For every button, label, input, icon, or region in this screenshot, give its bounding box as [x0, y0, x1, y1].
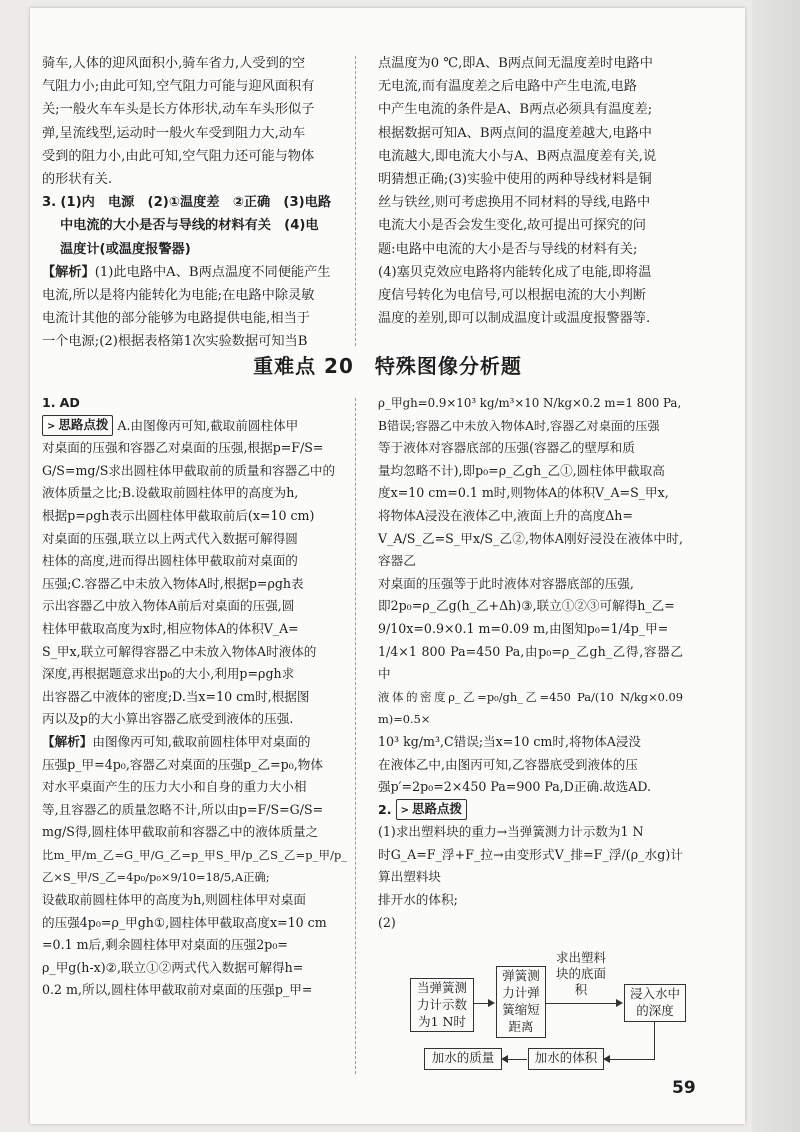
- text-line: 电流,所以是将内能转化为电能;在电路中除灵敏: [42, 288, 315, 304]
- answer-text: 中电流的大小是否与导线的材料有关 (4)电: [60, 218, 319, 234]
- flow-arrow: [473, 1003, 489, 1004]
- text-line: ρ_甲g(h-x)②,联立①②两式代入数据可解得h=: [42, 959, 304, 975]
- text-line: 压强;C.容器乙中未放入物体A时,根据p=ρgh表: [42, 575, 304, 591]
- text-line: 弹,呈流线型,运动时一般火车受到阻力大,动车: [42, 125, 306, 141]
- text-line: 0.2 m,所以,圆柱体甲截取前对桌面的压强p_甲=: [42, 982, 313, 998]
- flow-arrow: [508, 1059, 527, 1060]
- text-line: V_A/S_乙=S_甲x/S_乙②,物体A刚好浸没在液体中时,容器乙: [378, 530, 683, 569]
- text-line: 的压强4p₀=ρ_甲gh①,圆柱体甲截取高度x=10 cm: [42, 914, 327, 930]
- text-line: 柱体的高度,进而得出圆柱体甲截取前对桌面的: [42, 553, 298, 569]
- text-line: 示出容器乙中放入物体A前后对桌面的压强,圆: [42, 598, 295, 614]
- top-left-column: [42, 52, 347, 354]
- text-line: 压强p_甲=4p₀,容器乙对桌面的压强p_乙=p₀,物体: [42, 756, 323, 772]
- text-line: 液体质量之比;B.设截取前圆柱体甲的高度为h,: [42, 485, 299, 501]
- column-divider: [355, 56, 356, 346]
- arrow-head-icon: [501, 1055, 508, 1063]
- text-line: 电流大小是否会发生变化,故可提出可探究的问: [378, 218, 646, 234]
- chevron-right-icon: >: [400, 804, 409, 816]
- answer-text: AD: [59, 395, 80, 410]
- arrow-head-icon: [488, 999, 495, 1007]
- arrow-head-icon: [616, 999, 623, 1007]
- text-line: 1/4×1 800 Pa=450 Pa,由p₀=ρ_乙gh_乙得,容器乙中: [378, 643, 683, 682]
- analysis-label: 【解析】: [42, 733, 93, 749]
- text-line: 出容器乙中液体的密度;D.当x=10 cm时,根据图: [42, 688, 310, 704]
- text-line: B错误;容器乙中未放入物体A时,容器乙对桌面的压强: [378, 418, 660, 433]
- analysis-text: 由图像丙可知,截取前圆柱体甲对桌面的: [92, 733, 311, 749]
- analysis-label: 【解析】: [42, 264, 95, 280]
- flow-box-spring-shorten: 弹簧测力计弹簧缩短距离: [496, 966, 546, 1038]
- text-line: 气阻力小;由此可知,空气阻力可能与迎风面积有: [42, 79, 315, 95]
- text-line: 电流计其他的部分能够为电路提供电能,相当于: [42, 311, 310, 327]
- text-line: 时G_A=F_浮+F_拉→由变形式V_排=F_浮/(ρ_水g)计算出塑料块: [378, 846, 683, 885]
- text-line: 根据p=ρgh表示出圆柱体甲截取前后(x=10 cm): [42, 507, 315, 523]
- flow-diagram: [410, 950, 700, 1073]
- text-line: 对桌面的压强,联立以上两式代入数据可解得圆: [42, 530, 298, 546]
- text-line: 等于液体对容器底部的压强(容器乙的壁厚和质: [378, 440, 635, 456]
- bottom-left-column: [42, 392, 347, 1002]
- text-line: (4)塞贝克效应电路将内能转化成了电能,即将温: [378, 264, 652, 280]
- flow-box-spring-reading: 当弹簧测力计示数为1 N时: [410, 978, 474, 1032]
- text-line: 设截取前圆柱体甲的高度为h,则圆柱体甲对桌面: [42, 892, 306, 908]
- text-line: 即2p₀=ρ_乙g(h_乙+Δh)③,联立①②③可解得h_乙=: [378, 598, 675, 614]
- hint-text: A.由图像丙可知,截取前圆柱体甲: [117, 417, 299, 433]
- text-line: 对桌面的压强等于此时液体对容器底部的压强,: [378, 575, 634, 591]
- text-line: 丝与铁丝,则可考虑换用不同材料的导线,电路中: [378, 195, 651, 211]
- section-title: 重难点 20 特殊图像分析题: [253, 354, 522, 378]
- text-line: 受到的阻力小,由此可知,空气阻力还可能与物体: [42, 148, 315, 164]
- page-number: 59: [672, 1078, 696, 1098]
- text-line: 柱体甲截取高度为x时,相应物体A的体积V_A=: [42, 620, 299, 636]
- hint-tag: [42, 415, 113, 436]
- text-line: S_甲x,联立可解得容器乙中未放入物体A时液体的: [42, 643, 317, 659]
- column-divider: [355, 398, 356, 1074]
- text-line: 点温度为0 ℃,即A、B两点间无温度差时电路中: [378, 56, 653, 71]
- q2-header: [378, 799, 683, 822]
- hint-tag-label: 思路点拨: [58, 416, 109, 432]
- arrow-head-icon: [603, 1055, 610, 1063]
- flow-box-immersion-depth: 浸入水中的深度: [624, 984, 686, 1022]
- text-line: ρ_甲gh=0.9×10³ kg/m³×10 N/kg×0.2 m=1 800 Pa,: [378, 396, 682, 410]
- text-line: 题:电路中电流的大小是否与导线的材料有关;: [378, 241, 638, 257]
- text-line: 9/10x=0.9×0.1 m=0.09 m,由图知p₀=1/4p_甲=: [378, 620, 669, 636]
- text-line: 10³ kg/m³,C错误;当x=10 cm时,将物体A浸没: [378, 733, 642, 749]
- text-line: =0.1 m后,剩余圆柱体甲对桌面的压强2p₀=: [42, 937, 288, 953]
- analysis-text: (1)此电路中A、B两点温度不同便能产生: [94, 264, 331, 280]
- text-line: 中产生电流的条件是A、B两点必须具有温度差;: [378, 102, 653, 118]
- text-line: mg/S得,圆柱体甲截取前和容器乙中的液体质量之: [42, 824, 319, 840]
- hint-tag: [396, 799, 467, 820]
- hint-line: [42, 415, 347, 438]
- text-line: 对水平桌面产生的压力大小和自身的重力大小相: [42, 779, 307, 795]
- text-line: 等,且容器乙的质量忽略不计,所以由p=F/S=G/S=: [42, 801, 324, 817]
- text-line: 液体的密度ρ_乙=p₀/gh_乙=450 Pa/(10 N/kg×0.09 m)=0.5×: [378, 689, 683, 727]
- text-line: 根据数据可知A、B两点间的温度差越大,电路中: [378, 125, 652, 141]
- text-line: 深度,再根据题意求出p₀的大小,利用p=ρgh求: [42, 666, 295, 682]
- flow-label-base-area: 求出塑料块的底面积: [556, 950, 607, 997]
- text-line: 关;一般火车车头是长方体形状,动车车头形似子: [42, 102, 315, 118]
- text-line: 在液体乙中,由图丙可知,乙容器底受到液体的压: [378, 756, 638, 772]
- q1-answer: [42, 392, 347, 415]
- text-line: 对桌面的压强和容器乙对桌面的压强,根据p=F/S=: [42, 440, 324, 456]
- text-line: (2): [378, 914, 396, 930]
- flow-arrow: [610, 1059, 655, 1060]
- answer-text: (1)内 电源 (2)①温度差 ②正确 (3)电路: [60, 195, 332, 211]
- text-line: 明猜想正确;(3)实验中使用的两种导线材料是铜: [378, 172, 652, 188]
- page-edge: [752, 0, 800, 1132]
- text-line: 比m_甲/m_乙=G_甲/G_乙=p_甲S_甲/p_乙S_乙=p_甲/p_乙×S_甲/S_乙=4p₀/p₀×9/10=18/5,A正确;: [42, 847, 347, 885]
- chevron-right-icon: >: [47, 420, 56, 432]
- flow-arrow: [545, 1003, 617, 1004]
- question-number: 2.: [378, 801, 392, 817]
- top-right-column: [378, 52, 683, 330]
- flow-box-water-mass: 加水的质量: [424, 1048, 502, 1070]
- text-line: 无电流,而有温度差之后电路中产生电流,电路: [378, 79, 637, 95]
- text-line: 温度的差别,即可以制成温度计或温度报警器等.: [378, 311, 651, 327]
- text-line: 强p′=2p₀=2×450 Pa=900 Pa,D正确.故选AD.: [378, 779, 651, 795]
- text-line: 排开水的体积;: [378, 892, 458, 908]
- flow-arrow: [654, 1021, 655, 1059]
- bottom-right-column: [378, 392, 683, 934]
- text-line: 骑车,人体的迎风面积小,骑车省力,人受到的空: [42, 56, 306, 71]
- text-line: 度x=10 cm=0.1 m时,则物体A的体积V_A=S_甲x,: [378, 485, 669, 501]
- text-line: 电流越大,即电流大小与A、B两点温度差有关,说: [378, 148, 657, 164]
- text-line: 丙以及p的大小算出容器乙底受到液体的压强.: [42, 711, 294, 727]
- analysis-line: [42, 731, 347, 754]
- text-line: (1)求出塑料块的重力→当弹簧测力计示数为1 N: [378, 824, 644, 840]
- text-line: G/S=mg/S求出圆柱体甲截取前的质量和容器乙中的: [42, 462, 336, 478]
- question-number: 3.: [42, 195, 57, 211]
- text-line: 将物体A浸没在液体乙中,液面上升的高度Δh=: [378, 507, 633, 523]
- analysis-line: [42, 261, 347, 284]
- q3-answer: [42, 191, 347, 214]
- text-line: 度信号转化为电信号,可以根据电流的大小判断: [378, 288, 646, 304]
- hint-tag-label: 思路点拨: [411, 800, 462, 816]
- text-line: 的形状有关.: [42, 172, 113, 188]
- question-number: 1.: [42, 395, 56, 410]
- answer-text: 温度计(或温度报警器): [60, 241, 191, 257]
- flow-box-water-volume: 加水的体积: [528, 1048, 604, 1070]
- text-line: 量均忽略不计),即p₀=ρ_乙gh_乙①,圆柱体甲截取高: [378, 462, 665, 478]
- text-line: 一个电源;(2)根据表格第1次实验数据可知当B: [42, 334, 308, 350]
